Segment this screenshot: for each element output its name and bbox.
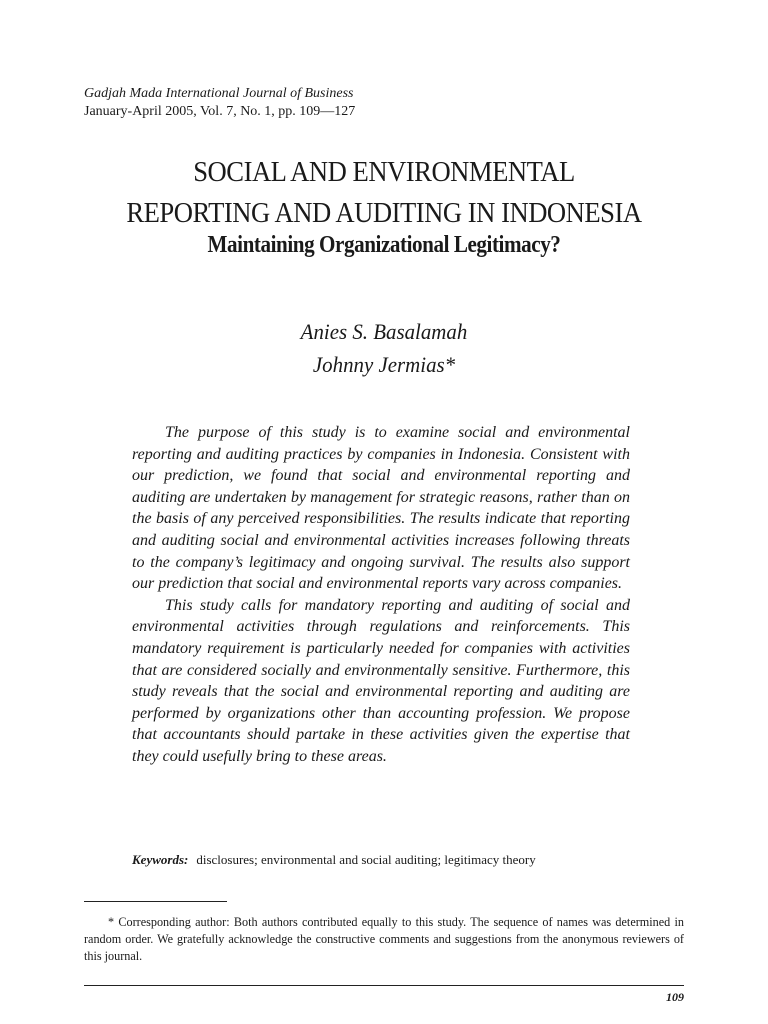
- paper-title-line-2: REPORTING AND AUDITING IN INDONESIA: [126, 198, 642, 229]
- paper-title: [19, 152, 749, 234]
- author-1: Anies S. Basalamah: [300, 319, 468, 344]
- keywords-label: Keywords:: [132, 852, 189, 867]
- bottom-divider: [84, 985, 684, 986]
- journal-issue: January-April 2005, Vol. 7, No. 1, pp. 109—127: [84, 104, 356, 119]
- paper-subtitle: Maintaining Organizational Legitimacy?: [207, 232, 561, 258]
- footnote-divider: [84, 901, 227, 902]
- paper-title-line-1: SOCIAL AND ENVIRONMENTAL: [193, 157, 575, 188]
- page-number: 109: [666, 990, 684, 1004]
- abstract-paragraph-1: The purpose of this study is to examine social and environmental reporting and auditing practices by companies in Indonesia. Consistent with our prediction, we found that social and environmental reporting and auditing are undertaken by management for strategic reasons, rather than on the basis of any perceived responsibilities. The results indicate that reporting and auditing social and environmental activities increases following threats to the company’s legitimacy and ongoing survival. The results also support our prediction that social and environmental reports vary across companies.: [132, 424, 630, 593]
- journal-name: Gadjah Mada International Journal of Business: [84, 86, 354, 101]
- abstract: [132, 422, 630, 768]
- keywords: [132, 852, 536, 868]
- author-2: Johnny Jermias*: [312, 352, 456, 377]
- keywords-separator: :: [184, 852, 189, 867]
- footnote: * Corresponding author: Both authors contributed equally to this study. The sequence of names was determined in random order. We gratefully acknowledge the constructive comments and suggestions from the anonymous reviewers of this journal.: [84, 915, 684, 963]
- keywords-text: disclosures; environmental and social auditing; legitimacy theory: [196, 852, 536, 867]
- abstract-paragraph-2: This study calls for mandatory reporting and auditing of social and environmental activities through regulations and reinforcements. This mandatory requirement is particularly needed for companies with activities that are considered socially and environmentally sensitive. Furthermore, this study reveals that the social and environmental reporting and auditing are performed by organizations other than accounting profession. We propose that accountants should partake in these activities given the expertise that they could usefully bring to these areas.: [132, 596, 630, 765]
